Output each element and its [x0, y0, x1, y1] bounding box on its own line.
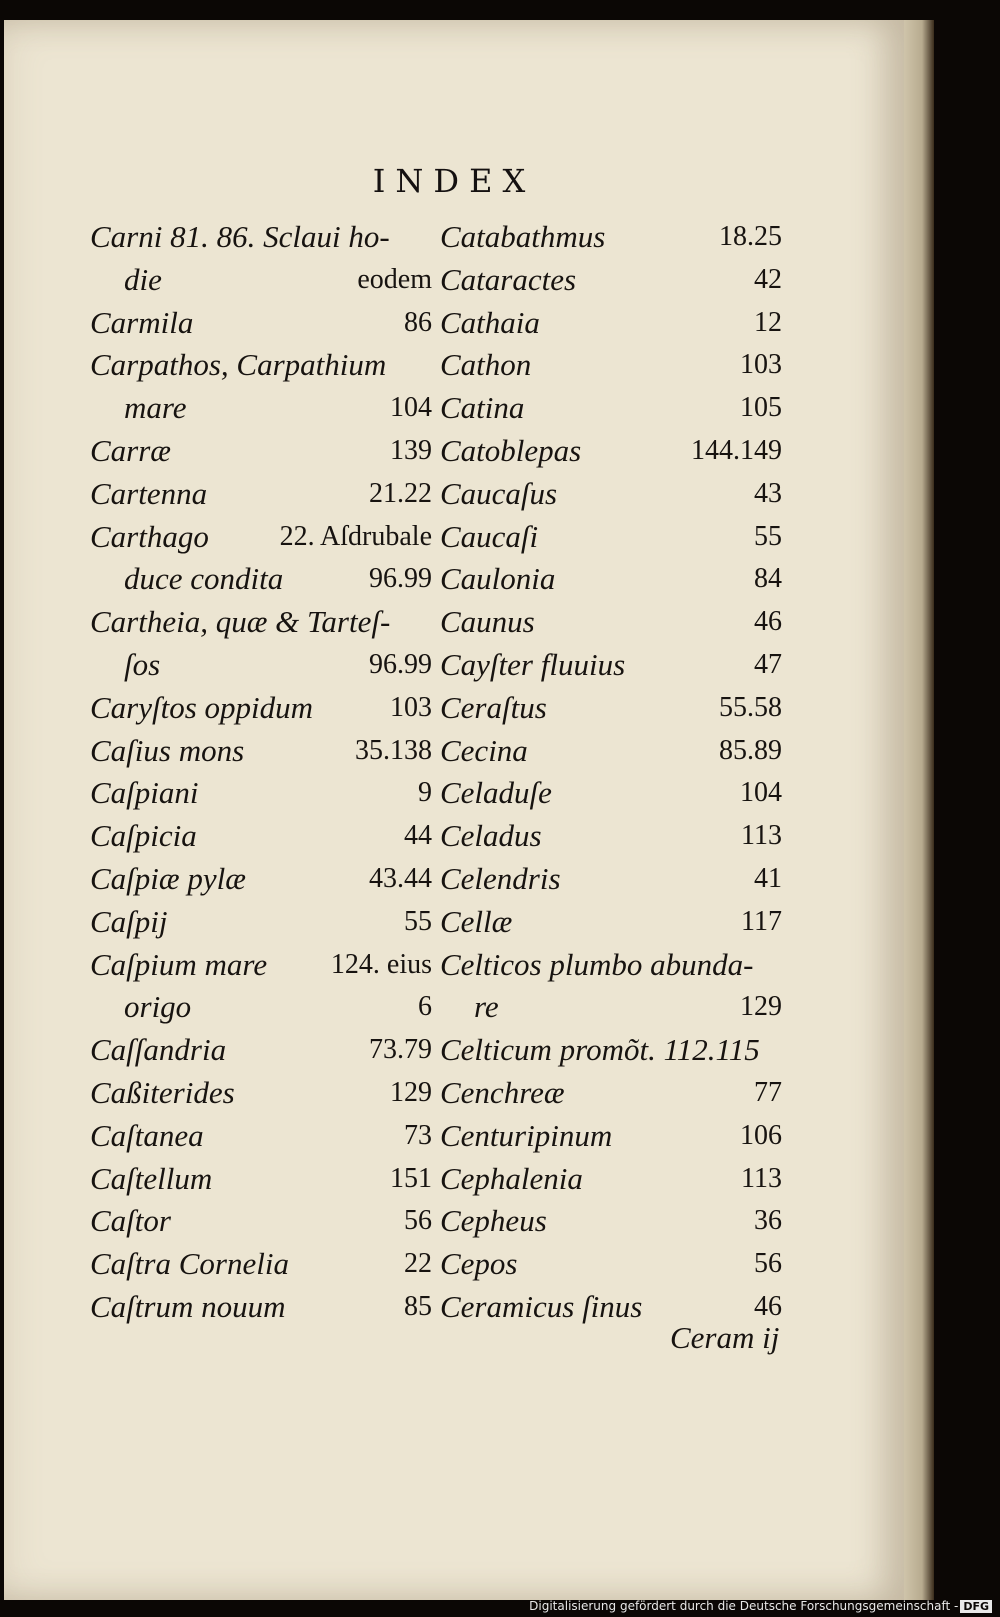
- index-entry: [90, 1200, 432, 1243]
- index-entry: [90, 387, 432, 430]
- index-page-ref: eodem: [357, 263, 432, 295]
- index-term: Caſtrum nouum: [90, 1288, 286, 1324]
- index-term: Caſſandria: [90, 1032, 227, 1068]
- index-entry: [90, 601, 432, 644]
- index-page-ref: 84: [754, 563, 782, 595]
- index-page-ref: 96.99: [369, 563, 432, 595]
- index-entry: [90, 901, 432, 944]
- index-term: Cathon: [440, 347, 532, 383]
- index-entry: [440, 730, 782, 773]
- index-page-ref: 104: [390, 392, 432, 424]
- index-page-ref: 21.22: [369, 477, 432, 509]
- index-term: Caucaſi: [440, 518, 539, 554]
- index-entry: [90, 944, 432, 987]
- index-term: Celaduſe: [440, 775, 552, 811]
- footer-text: Digitalisierung gefördert durch die Deutsche Forschungsgemeinschaft -: [529, 1599, 959, 1613]
- index-term: Cathaia: [440, 304, 540, 340]
- index-entry: [440, 601, 782, 644]
- index-entry: [440, 1115, 782, 1158]
- index-entry: [440, 815, 782, 858]
- index-page-ref: 103: [390, 691, 432, 723]
- index-entry: [90, 1072, 432, 1115]
- index-term: Caſpiæ pylæ: [90, 860, 246, 896]
- index-term: Caunus: [440, 604, 535, 640]
- right-column: [440, 216, 782, 1329]
- index-page-ref: 43.44: [369, 862, 432, 894]
- left-column: [90, 216, 432, 1329]
- index-entry: [90, 644, 432, 687]
- index-page-ref: 6: [418, 991, 432, 1023]
- index-entry: [90, 302, 432, 345]
- index-term: Celendris: [440, 860, 561, 896]
- index-entry: [90, 558, 432, 601]
- index-page-ref: 12: [754, 306, 782, 338]
- index-page-ref: 151: [390, 1162, 432, 1194]
- index-term: mare: [124, 390, 187, 426]
- index-entry: [440, 473, 782, 516]
- index-entry: [440, 216, 782, 259]
- index-page-ref: 129: [740, 991, 782, 1023]
- index-term: Cephalenia: [440, 1160, 583, 1196]
- index-page-ref: 46: [754, 606, 782, 638]
- index-term: Cartheia, quæ & Tarteſ-: [90, 604, 391, 640]
- index-page-ref: 9: [418, 777, 432, 809]
- index-term: Carmila: [90, 304, 194, 340]
- index-entry: [440, 644, 782, 687]
- index-term: Caſpiani: [90, 775, 199, 811]
- index-entry: [440, 986, 782, 1029]
- index-entry: [440, 1243, 782, 1286]
- index-entry: [90, 430, 432, 473]
- page-edge: [904, 20, 934, 1600]
- index-entry: [90, 687, 432, 730]
- index-entry: [440, 430, 782, 473]
- index-term: Caſpij: [90, 903, 168, 939]
- index-term: duce condita: [124, 561, 284, 597]
- index-term: Ceramicus ſinus: [440, 1288, 643, 1324]
- index-entry: [90, 344, 432, 387]
- index-page-ref: 144.149: [691, 434, 782, 466]
- index-term: Caryſtos oppidum: [90, 689, 314, 725]
- index-term: Carthago: [90, 518, 209, 554]
- index-entry: [440, 387, 782, 430]
- index-term: Caßiterides: [90, 1074, 235, 1110]
- index-page-ref: 129: [390, 1076, 432, 1108]
- index-page-ref: 36: [754, 1205, 782, 1237]
- index-term: Carræ: [90, 432, 171, 468]
- index-term: Celticum promõt. 112.115: [440, 1032, 760, 1068]
- index-entry: [90, 1029, 432, 1072]
- catchword: Ceram ij: [670, 1320, 780, 1355]
- index-page-ref: 104: [740, 777, 782, 809]
- index-page-ref: 85.89: [719, 734, 782, 766]
- index-entry: [90, 473, 432, 516]
- index-page-ref: 113: [741, 1162, 782, 1194]
- index-page-ref: 105: [740, 392, 782, 424]
- index-entry: [440, 901, 782, 944]
- index-entry: [90, 259, 432, 302]
- index-page-ref: 56: [404, 1205, 432, 1237]
- index-term: re: [474, 989, 499, 1025]
- index-page-ref: 43: [754, 477, 782, 509]
- index-term: Catina: [440, 390, 525, 426]
- index-page-ref: 41: [754, 862, 782, 894]
- index-entry: [440, 944, 782, 987]
- book-page: [4, 20, 904, 1600]
- index-term: Catabathmus: [440, 219, 606, 254]
- index-term: Caulonia: [440, 561, 556, 597]
- index-page-ref: 103: [740, 349, 782, 381]
- index-entry: [90, 986, 432, 1029]
- index-term: Celadus: [440, 818, 542, 854]
- index-term: Caſtor: [90, 1203, 171, 1239]
- index-term: die: [124, 261, 162, 297]
- index-page-ref: 22: [404, 1248, 432, 1280]
- index-entry: [90, 516, 432, 559]
- index-page-ref: 96.99: [369, 648, 432, 680]
- index-entry: [90, 1115, 432, 1158]
- index-entry: [440, 1072, 782, 1115]
- index-page-ref: 18.25: [719, 221, 782, 252]
- footer-credit: [529, 1599, 992, 1613]
- index-term: origo: [124, 989, 192, 1025]
- index-page-ref: 117: [741, 905, 782, 937]
- index-page-ref: 139: [390, 434, 432, 466]
- index-entry: [440, 558, 782, 601]
- index-term: Cellæ: [440, 903, 513, 939]
- index-term: Celticos plumbo abunda-: [440, 946, 754, 982]
- index-term: Cayſter fluuius: [440, 646, 626, 682]
- index-entry: [90, 1158, 432, 1201]
- index-term: Caucaſus: [440, 475, 558, 511]
- index-term: Caſtanea: [90, 1117, 204, 1153]
- index-term: Cenchreæ: [440, 1074, 565, 1110]
- index-term: Carpathos, Carpathium: [90, 347, 387, 383]
- index-page-ref: 47: [754, 648, 782, 680]
- index-entry: [440, 259, 782, 302]
- index-page-ref: 86: [404, 306, 432, 338]
- index-entry: [440, 687, 782, 730]
- index-term: Ceraſtus: [440, 689, 547, 725]
- index-entry: [440, 858, 782, 901]
- index-page-ref: 44: [404, 820, 432, 852]
- index-term: Carni 81. 86. Sclaui ho-: [90, 219, 390, 254]
- index-term: Caſpium mare: [90, 946, 268, 982]
- index-term: Centuripinum: [440, 1117, 613, 1153]
- index-term: Caſius mons: [90, 732, 245, 768]
- index-term: Catoblepas: [440, 432, 582, 468]
- index-entry: [440, 516, 782, 559]
- index-page-ref: 106: [740, 1119, 782, 1151]
- index-entry: [90, 730, 432, 773]
- index-page-ref: 35.138: [355, 734, 432, 766]
- index-page-ref: 124. eius: [330, 948, 432, 980]
- page-heading: INDEX: [372, 162, 536, 200]
- index-entry: [90, 772, 432, 815]
- index-entry: [440, 302, 782, 345]
- index-page-ref: 56: [754, 1248, 782, 1280]
- index-term: Cepheus: [440, 1203, 547, 1239]
- dfg-logo-icon: DFG: [960, 1600, 992, 1613]
- index-page-ref: 22. Aſdrubale: [279, 520, 432, 552]
- index-entry: [90, 1286, 432, 1329]
- index-entry: [90, 1243, 432, 1286]
- index-entry: [90, 858, 432, 901]
- index-term: ſos: [124, 646, 161, 682]
- index-term: Cepos: [440, 1246, 518, 1282]
- index-page-ref: 55: [404, 905, 432, 937]
- index-page-ref: 85: [404, 1290, 432, 1322]
- index-entry: [440, 344, 782, 387]
- index-entry: [440, 772, 782, 815]
- index-term: Cecina: [440, 732, 528, 768]
- index-page-ref: 113: [741, 820, 782, 852]
- index-term: Cataractes: [440, 261, 577, 297]
- index-term: Caſtra Cornelia: [90, 1246, 289, 1282]
- index-entry: [440, 1158, 782, 1201]
- index-page-ref: 42: [754, 263, 782, 295]
- index-term: Caſpicia: [90, 818, 197, 854]
- index-page-ref: 55.58: [719, 691, 782, 723]
- index-page-ref: 73.79: [369, 1034, 432, 1066]
- index-page-ref: 55: [754, 520, 782, 552]
- index-term: Caſtellum: [90, 1160, 213, 1196]
- index-entry: [440, 1200, 782, 1243]
- index-entry: [90, 815, 432, 858]
- index-page-ref: 46: [754, 1290, 782, 1322]
- index-entry: [440, 1029, 782, 1072]
- index-page-ref: 77: [754, 1076, 782, 1108]
- index-page-ref: 73: [404, 1119, 432, 1151]
- index-entry: [90, 216, 432, 259]
- index-term: Cartenna: [90, 475, 208, 511]
